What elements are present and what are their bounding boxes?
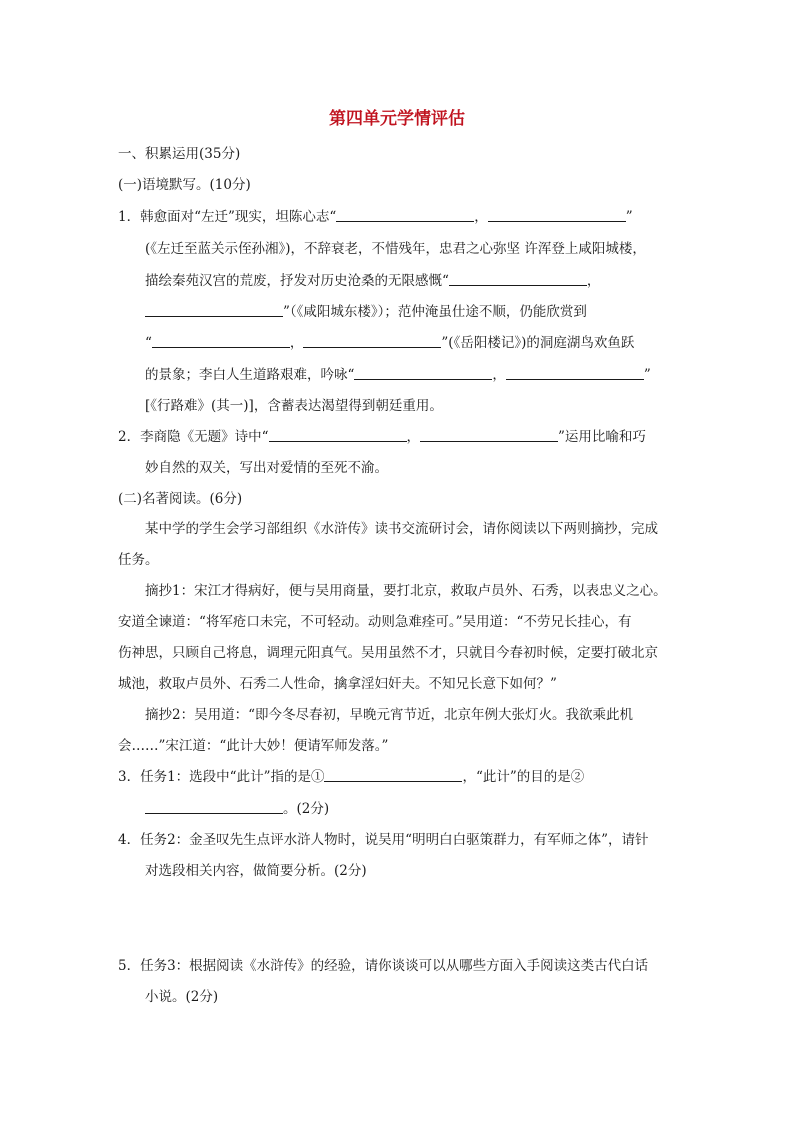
page-title: 第四单元学情评估 xyxy=(329,109,465,129)
question-1-line-4 xyxy=(145,303,680,321)
question-text: ” xyxy=(643,367,651,383)
question-1-line-6 xyxy=(145,366,680,384)
answer-blank[interactable] xyxy=(420,428,558,442)
answer-blank[interactable] xyxy=(449,272,587,286)
answer-blank[interactable] xyxy=(354,366,492,380)
question-text: ”（《咸阳城东楼》）；范仲淹虽仕途不顺，仍能欣赏到 xyxy=(283,304,587,320)
intro-line-2: 任务。 xyxy=(118,552,159,568)
question-text: 2．李商隐《无题》诗中“ xyxy=(118,429,269,445)
question-1-line-3 xyxy=(145,272,680,290)
answer-blank[interactable] xyxy=(336,208,474,222)
question-2-line-2: 妙自然的双关，写出对爱情的至死不渝。 xyxy=(145,460,388,476)
excerpt-1-line-1: 摘抄1：宋江才得病好，便与吴用商量，要打北京，救取卢员外、石秀，以表忠义之心。 xyxy=(145,583,667,599)
question-text: 。(2分) xyxy=(283,801,330,817)
answer-blank[interactable] xyxy=(303,334,441,348)
question-4-line-1: 4．任务2：金圣叹先生点评水浒人物时，说吴用“明明白白驱策群力，有军师之体”，请针 xyxy=(118,832,649,848)
question-text: “ xyxy=(145,335,152,351)
answer-blank[interactable] xyxy=(488,208,626,222)
question-1-line-1 xyxy=(118,208,678,226)
question-text: ”运用比喻和巧 xyxy=(558,429,646,445)
question-text: 1．韩愈面对“左迁”现实，坦陈心志“ xyxy=(118,209,337,225)
question-text: 3．任务1：选段中“此计”指的是① xyxy=(118,769,325,785)
answer-blank[interactable] xyxy=(152,334,290,348)
excerpt-2-line-2: 会……”宋江道：“此计大妙！便请军师发落。” xyxy=(118,738,389,754)
answer-blank[interactable] xyxy=(324,768,462,782)
question-1-line-5 xyxy=(145,334,680,352)
answer-blank[interactable] xyxy=(145,303,283,317)
question-5-line-2: 小说。(2分) xyxy=(145,989,219,1005)
question-text: ， xyxy=(474,209,488,225)
question-text: ， xyxy=(406,429,420,445)
question-text: ， xyxy=(492,367,506,383)
question-3-line-2 xyxy=(145,800,680,818)
question-text: ”(《岳阳楼记》)的洞庭湖鸟欢鱼跃 xyxy=(441,335,635,351)
question-text: ” xyxy=(625,209,633,225)
question-text: ，“此计”的目的是② xyxy=(462,769,585,785)
excerpt-2-line-1: 摘抄2：吴用道：“即今冬尽春初，早晚元宵节近，北京年例大张灯火。我欲乘此机 xyxy=(145,707,633,723)
excerpt-1-line-2: 安道全谏道：“将军疮口未完，不可轻动。动则急难痊可。”吴用道：“不劳兄长挂心，有 xyxy=(118,614,632,630)
question-5-line-1: 5．任务3：根据阅读《水浒传》的经验，请你谈谈可以从哪些方面入手阅读这类古代白话 xyxy=(118,958,649,974)
subsection-heading: (一)语境默写。(10分) xyxy=(118,177,251,193)
answer-blank[interactable] xyxy=(269,428,407,442)
excerpt-1-line-3: 伤神思，只顾自己将息，调理元阳真气。吴用虽然不才，只就目今春初时候，定要打破北京 xyxy=(118,645,658,661)
question-text: ， xyxy=(586,273,601,289)
question-text: 的景象；李白人生道路艰难，吟咏“ xyxy=(145,367,355,383)
intro-line-1: 某中学的学生会学习部组织《水浒传》读书交流研讨会，请你阅读以下两则摘抄，完成 xyxy=(145,521,658,537)
section-heading: 一、积累运用(35分) xyxy=(118,146,241,162)
question-text: 描绘秦苑汉宫的荒废，抒发对历史沧桑的无限感慨“ xyxy=(145,273,449,289)
excerpt-1-line-4: 城池，救取卢员外、石秀二人性命，擒拿淫妇奸夫。不知兄长意下如何？” xyxy=(118,676,557,692)
subsection-heading: (二)名著阅读。(6分) xyxy=(118,491,243,507)
question-2-line-1 xyxy=(118,428,678,446)
question-1-line-2: (《左迁至蓝关示侄孙湘》)，不辞衰老，不惜残年，忠君之心弥坚 许浑登上咸阳城楼， xyxy=(145,241,646,257)
answer-blank[interactable] xyxy=(506,366,644,380)
question-1-line-7: [《行路难》(其一)]，含蓄表达渴望得到朝廷重用。 xyxy=(145,398,443,414)
question-text: ， xyxy=(289,335,304,351)
question-3-line-1 xyxy=(118,768,678,786)
answer-blank[interactable] xyxy=(145,800,283,814)
question-4-line-2: 对选段相关内容，做简要分析。(2分) xyxy=(145,863,367,879)
